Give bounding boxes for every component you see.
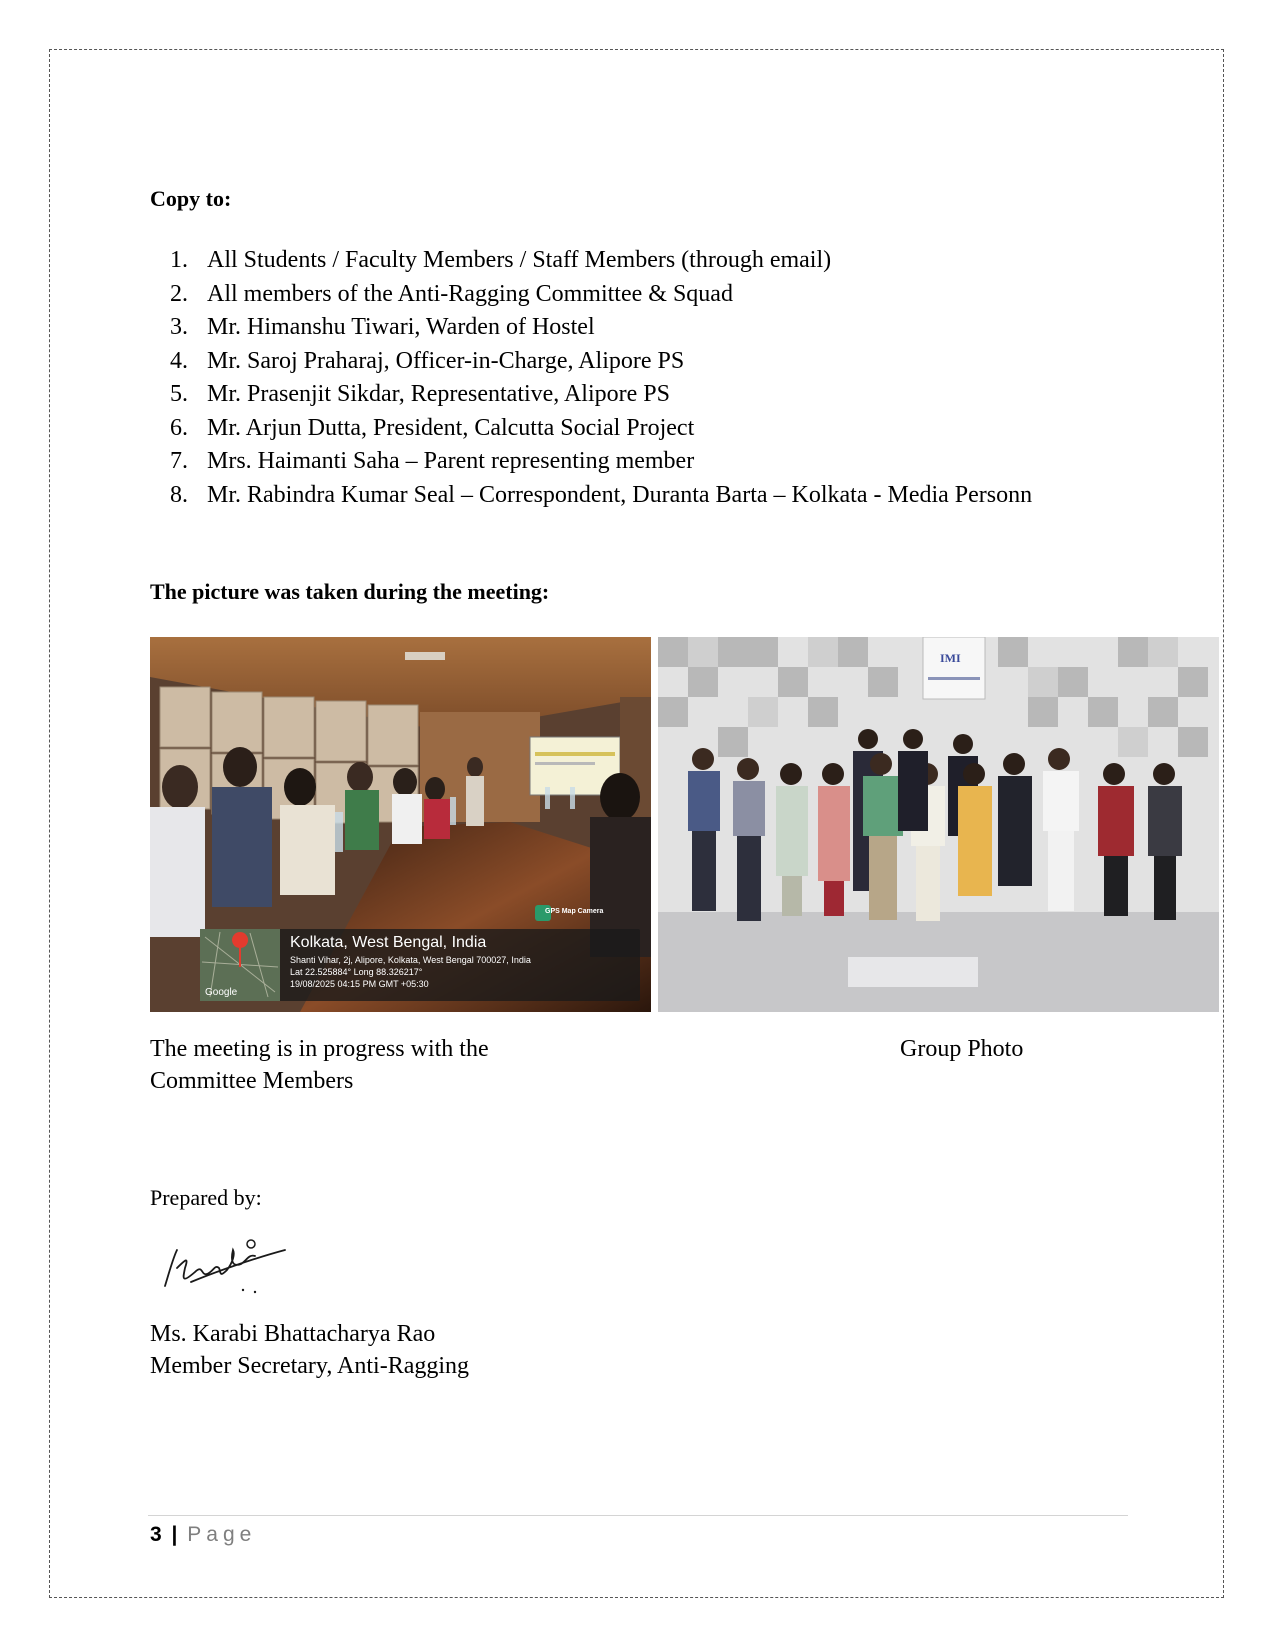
list-number: 5. xyxy=(170,381,188,407)
page-footer xyxy=(150,1523,256,1547)
list-text: All Students / Faculty Members / Staff Members (through email) xyxy=(207,247,832,273)
list-item xyxy=(150,479,1032,513)
list-text: Mr. Himanshu Tiwari, Warden of Hostel xyxy=(207,314,595,340)
copy-to-heading: Copy to: xyxy=(150,186,232,211)
list-item xyxy=(150,378,1032,412)
list-number: 4. xyxy=(170,347,188,374)
gps-location-title: Kolkata, West Bengal, India xyxy=(290,934,487,951)
footer-separator: | xyxy=(171,1523,178,1546)
institute-logo-text: IMI xyxy=(940,651,961,665)
group-photo xyxy=(658,637,1219,1012)
list-text: Mr. Rabindra Kumar Seal – Correspondent, Duranta Barta – Kolkata - Media Personn xyxy=(207,481,1033,508)
list-text: Mr. Prasenjit Sikdar, Representative, Alipore PS xyxy=(207,381,670,407)
meeting-photo-caption: The meeting is in progress with the Committee Members xyxy=(150,1036,489,1094)
signatory-name: Ms. Karabi Bhattacharya Rao xyxy=(150,1321,436,1347)
group-photo-caption: Group Photo xyxy=(900,1036,1024,1062)
list-number: 1. xyxy=(170,247,188,273)
gps-timestamp: 19/08/2025 04:15 PM GMT +05:30 xyxy=(290,979,429,989)
list-item xyxy=(150,278,1032,312)
list-text: All members of the Anti-Ragging Committee & Squad xyxy=(207,280,733,307)
gps-app-label: GPS Map Camera xyxy=(545,908,604,915)
list-number: 3. xyxy=(170,314,188,340)
prepared-by-label: Prepared by: xyxy=(150,1185,262,1210)
list-text: Mr. Saroj Praharaj, Officer-in-Charge, Alipore PS xyxy=(207,347,685,374)
list-item xyxy=(150,345,1032,379)
page-label: Page xyxy=(187,1523,257,1546)
list-item xyxy=(150,412,1032,446)
list-number: 6. xyxy=(170,414,188,441)
gps-coordinates: Lat 22.525884° Long 88.326217° xyxy=(290,967,423,977)
map-brand-label: Google xyxy=(205,987,238,998)
list-item xyxy=(150,445,1032,479)
list-text: Mrs. Haimanti Saha – Parent representing member xyxy=(207,448,695,474)
signatory-designation: Member Secretary, Anti-Ragging xyxy=(150,1353,470,1379)
page-number: 3 xyxy=(150,1523,162,1546)
footer-divider xyxy=(148,1515,1128,1516)
list-text: Mr. Arjun Dutta, President, Calcutta Social Project xyxy=(207,414,695,441)
gps-address: Shanti Vihar, 2j, Alipore, Kolkata, West Bengal 700027, India xyxy=(290,955,531,965)
list-item xyxy=(150,244,1032,278)
picture-heading: The picture was taken during the meeting: xyxy=(150,579,550,604)
list-number: 8. xyxy=(170,481,188,508)
meeting-photo xyxy=(150,637,651,1012)
signature-image xyxy=(155,1228,295,1300)
list-number: 2. xyxy=(170,280,188,307)
copy-to-list xyxy=(150,244,1032,512)
list-number: 7. xyxy=(170,448,188,474)
signatory-block xyxy=(150,1318,469,1382)
list-item xyxy=(150,311,1032,345)
